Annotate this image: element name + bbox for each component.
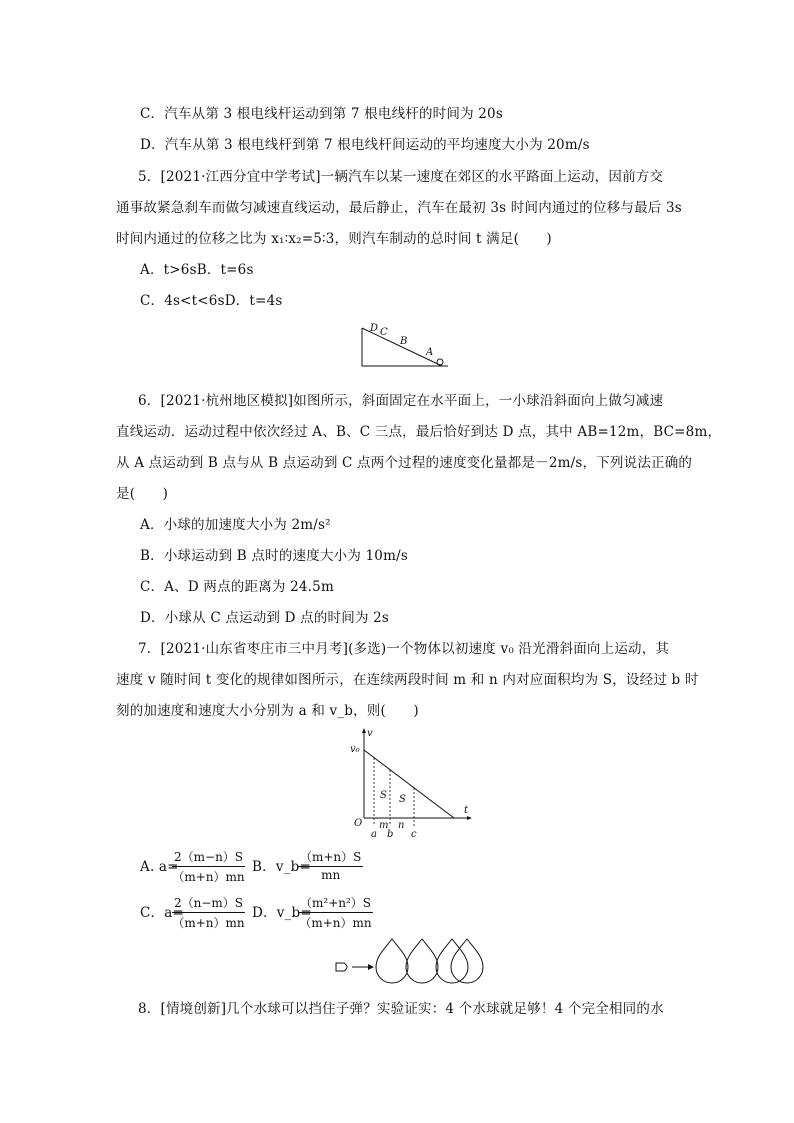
q6-stem-line3: 从 A 点运动到 B 点与从 B 点运动到 C 点两个过程的速度变化量都是－2m/s，下列说法正确的 [116,455,693,471]
q5-options-ab: A．t>6sB．t=6s [140,262,254,278]
interval-n-label: n [398,820,405,831]
origin-label: O [354,818,363,829]
q7-option-d-fraction [298,894,373,931]
q6-option-d: D．小球从 C 点运动到 D 点的时间为 2s [140,610,390,626]
point-label-b: B [400,336,408,347]
v-axis-arrow-icon [362,728,366,733]
point-label-d: D [370,323,379,334]
q7-option-d-denominator: （m+n）mn [299,916,372,930]
q6-option-a: A．小球的加速度大小为 2m/s² [140,517,331,533]
interval-m-label: m [379,820,389,831]
v-label: v [367,728,373,739]
q7-option-c-numerator: 2（n−m）S [172,894,245,913]
q7-option-d-prefix: D．v_b= [252,905,312,921]
q6-stem-line4: 是( ) [116,486,169,502]
tick-b-label: b [387,829,394,840]
q7-option-d-numerator: （m²+n²）S [298,894,373,913]
q8-stem-line1: 8．[情境创新]几个水球可以挡住子弹？实验证实：4 个水球就足够！4 个完全相同的水 [138,1001,664,1017]
velocity-line [364,750,454,818]
q7-stem-line3: 刻的加速度和速度大小分别为 a 和 v_b，则( ) [116,703,419,719]
q7-option-a-fraction [172,848,245,885]
q7-option-c-fraction [172,894,245,931]
q7-option-b-prefix: B．v_b= [252,859,311,875]
t-axis-arrow-icon [467,816,472,820]
q4-option-d: D．汽车从第 3 根电线杆到第 7 根电线杆间运动的平均速度大小为 20m/s [140,137,590,153]
q7-stem-line1: 7．[2021·山东省枣庄市三中月考](多选)一个物体以初速度 v₀ 沿光滑斜面向上运动，其 [138,641,670,657]
water-ball-icon [376,939,408,983]
incline-figure [360,320,450,368]
q7-option-c-denominator: （m+n）mn [172,916,245,930]
point-label-a: A [426,347,434,358]
q5-stem-line3: 时间内通过的位移之比为 x₁∶x₂=5∶3，则汽车制动的总时间 t 满足( ) [116,231,552,247]
q7-stem-line2: 速度 v 随时间 t 变化的规律如图所示，在连续两段时间 m 和 n 内对应面积均为 S，设经过 b 时 [116,672,699,688]
q7-option-b-denominator: mn [321,868,341,882]
q5-options-cd: C．4s<t<6sD．t=4s [140,293,283,309]
q6-option-c: C．A、D 两点的距离为 24.5m [140,579,334,595]
q7-option-b-numerator: （m+n）S [298,848,363,867]
velocity-time-graph [340,726,480,840]
q6-option-b: B．小球运动到 B 点时的速度大小为 10m/s [140,548,408,564]
arrow-icon [368,964,374,970]
q5-stem-line2: 通事故紧急刹车而做匀减速直线运动，最后静止，汽车在最初 3s 时间内通过的位移与最后 3s [116,200,682,216]
q4-option-c: C．汽车从第 3 根电线杆运动到第 7 根电线杆的时间为 20s [140,106,503,122]
q7-option-b-fraction [298,848,363,882]
q7-option-a-prefix: A. a= [140,859,179,875]
water-balls-figure [334,937,486,985]
tick-a-label: a [371,829,377,840]
t-label: t [464,805,469,816]
q7-option-a-denominator: （m+n）mn [172,870,245,884]
q6-stem-line2: 直线运动．运动过程中依次经过 A、B、C 三点，最后恰好到达 D 点，其中 AB=12m，BC=8m， [116,424,722,440]
v0-label: v₀ [350,744,360,755]
q7-option-a-numerator: 2（m−n）S [172,848,245,867]
q7-option-c-prefix: C．a= [140,905,184,921]
q6-stem-line1: 6．[2021·杭州地区模拟]如图所示，斜面固定在水平面上，一小球沿斜面向上做匀减速 [138,393,664,409]
area-s2-label: S [399,794,406,805]
ball-icon [437,359,443,365]
water-ball-icon [406,939,438,983]
bullet-icon [336,963,347,971]
tick-c-label: c [411,829,417,840]
area-s1-label: S [380,790,387,801]
point-label-c: C [380,327,388,338]
spacer [466,939,484,983]
q5-stem-line1: 5．[2021·江西分宜中学考试]一辆汽车以某一速度在郊区的水平路面上运动，因前方交 [138,169,664,185]
